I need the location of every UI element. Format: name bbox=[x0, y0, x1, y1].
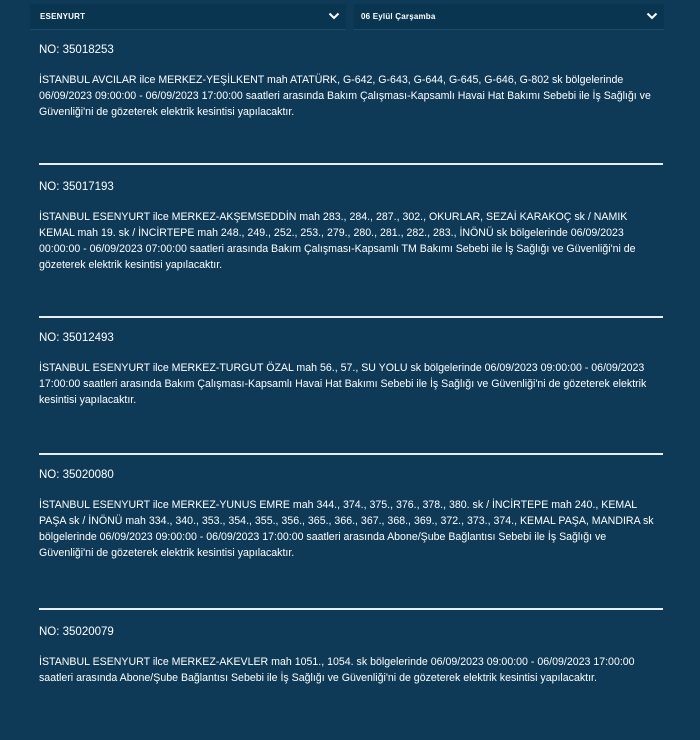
record-number: NO: 35020080 bbox=[39, 469, 114, 481]
record-number: NO: 35018253 bbox=[39, 44, 114, 56]
record-number: NO: 35012493 bbox=[39, 332, 114, 344]
date-select-value: 06 Eylül Çarşamba bbox=[361, 12, 436, 21]
filter-bar bbox=[0, 0, 700, 34]
chevron-down-icon bbox=[646, 11, 658, 21]
record-description: İSTANBUL ESENYURT ilce MERKEZ-AKEVLER mah 1051., 1054. sk bölgelerinde 06/09/2023 09:00:00 - 06/09/2023 17:00:00 saatleri arasında Abone/Şube Bağlantısı Sebebi ile İş Sağlığı ve Güvenliği'ni de gözeterek elektrik kesintisi yapılacaktır. bbox=[39, 656, 635, 684]
outage-record bbox=[0, 42, 700, 163]
record-description: İSTANBUL ESENYURT ilce MERKEZ-AKŞEMSEDDİN mah 283., 284., 287., 302., OKURLAR, SEZAİ KARAKOÇ sk / NAMIK KEMAL mah 19. sk / İNCİRTEPE mah 248., 249., 252., 253., 279., 280., 281., 282., 283., İNÖNÜ sk bölgelerinde 06/09/2023 00:00:00 - 06/09/2023 07:00:00 saatleri arasında Bakım Çalışması-Kapsamlı TM Bakımı Sebebi ile İş Sağlığı ve Güvenliği'ni de gözeterek elektrik kesintisi yapılacaktır. bbox=[39, 211, 636, 271]
record-description: İSTANBUL AVCILAR ilce MERKEZ-YEŞİLKENT mah ATATÜRK, G-642, G-643, G-644, G-645, G-646, G-802 sk bölgelerinde 06/09/2023 09:00:00 - 06/09/2023 17:00:00 saatleri arasında Bakım Çalışması-Kapsamlı Havai Hat Bakımı Sebebi ile İş Sağlığı ve Güvenliği'ni de gözeterek elektrik kesintisi yapılacaktır. bbox=[39, 74, 651, 118]
outage-record bbox=[0, 165, 700, 316]
outage-record bbox=[0, 318, 700, 453]
outage-record bbox=[0, 610, 700, 720]
outage-list bbox=[0, 38, 700, 720]
record-number: NO: 35020079 bbox=[39, 626, 114, 638]
record-number: NO: 35017193 bbox=[39, 181, 114, 193]
chevron-down-icon bbox=[328, 11, 340, 21]
district-select-value: ESENYURT bbox=[40, 12, 86, 21]
record-description: İSTANBUL ESENYURT ilce MERKEZ-YUNUS EMRE mah 344., 374., 375., 376., 378., 380. sk / İNCİRTEPE mah 240., KEMAL PAŞA sk / İNÖNÜ mah 334., 340., 353., 354., 355., 356., 365., 366., 367., 368., 369., 372., 373., 374., KEMAL PAŞA, MANDIRA sk bölgelerinde 06/09/2023 09:00:00 - 06/09/2023 17:00:00 saatleri arasında Abone/Şube Bağlantısı Sebebi ile İş Sağlığı ve Güvenliği'ni de gözeterek elektrik kesintisi yapılacaktır. bbox=[39, 499, 654, 559]
record-description: İSTANBUL ESENYURT ilce MERKEZ-TURGUT ÖZAL mah 56., 57., SU YOLU sk bölgelerinde 06/09/2023 09:00:00 - 06/09/2023 17:00:00 saatleri arasında Bakım Çalışması-Kapsamlı Havai Hat Bakımı Sebebi ile İş Sağlığı ve Güvenliği'ni de gözeterek elektrik kesintisi yapılacaktır. bbox=[39, 362, 647, 406]
date-select[interactable] bbox=[354, 4, 664, 30]
district-select[interactable] bbox=[30, 4, 346, 30]
outage-record bbox=[0, 455, 700, 608]
